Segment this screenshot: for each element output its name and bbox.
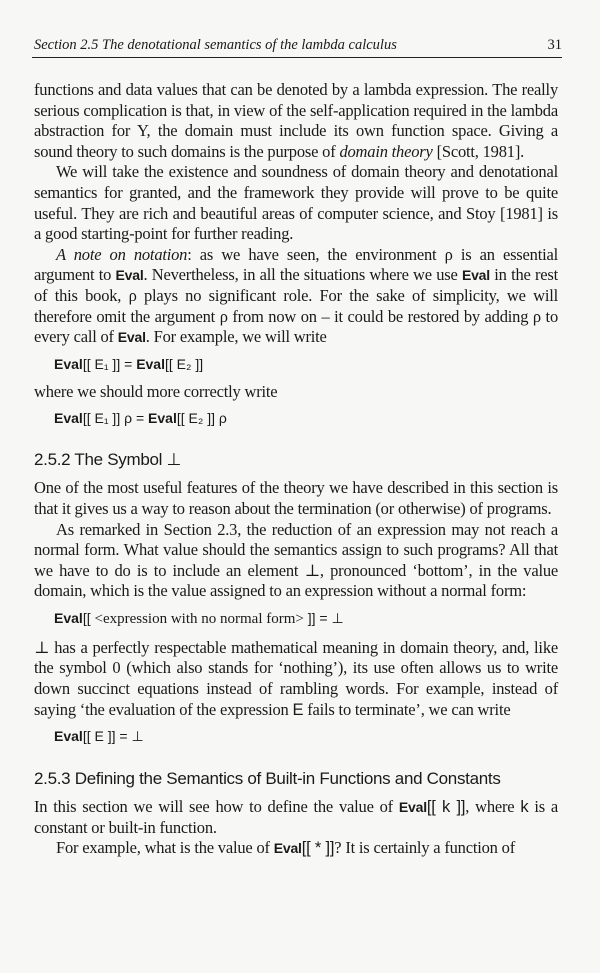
running-header (32, 33, 562, 58)
paragraph-5: One of the most useful features of the theory we have described in this section is that it gives us a way to reason about the termination (or otherwise) of programs. (34, 478, 558, 518)
header-title: Section 2.5 The denotational semantics of the lambda calculus (34, 37, 397, 53)
page-number: 31 (547, 37, 562, 53)
section-heading-2-5-2: 2.5.2 The Symbol ⊥ (34, 450, 182, 470)
paragraph-7: ⊥ has a perfectly respectable mathematical meaning in domain theory, and, like the symbol 0 (which also stands for ‘nothing’), its use often allows us to write down succinct equations instead of rambling words. For example, instead of saying ‘the evaluation of the expression E fails to terminate’, we can write (34, 637, 558, 719)
paragraph-3: A note on notation: as we have seen, the environment ρ is an essential argument to Eval. Nevertheless, in all the situations where we use Eval in the rest of this book, ρ plays no significant role. For the sake of simplicity, we will therefore omit the argument ρ from now on – it could be restored by adding ρ to every call of Eval. For example, we will write (34, 244, 558, 347)
formula-eval-equal: Eval[[ E₁ ]] = Eval[[ E₂ ]] (54, 355, 204, 372)
formula-eval-e-bottom: Eval[[ E ]] = ⊥ (54, 728, 144, 745)
section-heading-2-5-3: 2.5.3 Defining the Semantics of Built-in Functions and Constants (34, 769, 501, 789)
paragraph-9: For example, what is the value of Eval[[ * ]]? It is certainly a function of (56, 838, 515, 858)
formula-bottom: Eval[[ <expression with no normal form> ]] = ⊥ (54, 609, 344, 627)
paragraph-6: As remarked in Section 2.3, the reduction of an expression may not reach a normal form. What value should the semantics assign to such programs? All that we have to do is to include an element ⊥, pronounced ‘bottom’, in the value domain, which is the value assigned to an expression without a normal form: (34, 519, 558, 601)
formula-eval-equal-env: Eval[[ E₁ ]] ρ = Eval[[ E₂ ]] ρ (54, 410, 227, 427)
paragraph-1: functions and data values that can be denoted by a lambda expression. The really serious complication is that, in view of the self-application required in the lambda abstraction for Y, the domain must include its own function space. Giving a sound theory to such domains is the purpose of domain theory [Scott, 1981]. (34, 80, 558, 161)
paragraph-8: In this section we will see how to define the value of Eval[[ k ]], where k is a constant or built-in function. (34, 797, 558, 837)
paragraph-2: We will take the existence and soundness of domain theory and denotational semantics for granted, and the framework they provide will prove to be quite useful. They are rich and beautiful areas of computer science, and Stoy [1981] is a good starting-point for further reading. (34, 162, 558, 244)
page-body (34, 80, 558, 859)
paragraph-4: where we should more correctly write (34, 381, 278, 401)
